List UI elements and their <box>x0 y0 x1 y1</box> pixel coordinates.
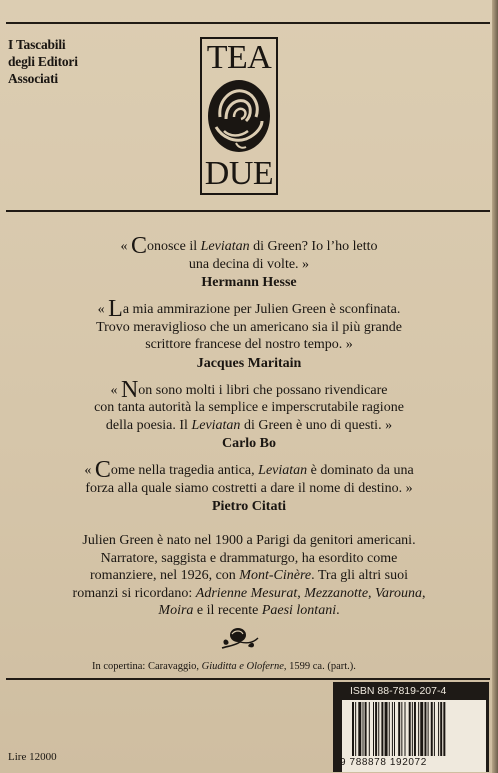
bottom-rule <box>6 678 490 680</box>
logo-bottom-text: DUE <box>204 155 274 192</box>
quote-maritain <box>20 296 478 372</box>
quote-author: Pietro Citati <box>212 499 286 514</box>
publisher-line: I Tascabili <box>8 37 66 52</box>
quote-author: Hermann Hesse <box>201 275 297 290</box>
bio-title: Paesi lontani <box>261 603 337 618</box>
quote-text: ome nella tragedia antica, <box>110 463 259 478</box>
quote-text: scrittore francese del nostro tempo. » <box>145 337 353 352</box>
bio-text: , <box>368 585 376 601</box>
bio-title: Mont-Cinère <box>239 568 312 583</box>
quote-text: della poesia. Il <box>105 417 192 433</box>
bio-title: Adrienne Mesurat <box>195 585 298 601</box>
quote-text: di Green? Io l’ho letto <box>249 239 378 254</box>
bio-title: Moira <box>158 603 194 618</box>
quote-title: Leviatan <box>200 239 250 254</box>
quote-text: di Green è uno di questi. » <box>240 417 393 433</box>
quote-citati <box>20 457 478 515</box>
quote-title: Leviatan <box>191 417 241 433</box>
publisher-imprint <box>8 36 78 87</box>
quote-text: forza alla quale siamo costretti a dare il nome di destino. » <box>85 480 413 496</box>
bio-text: , <box>297 585 305 601</box>
cover-edge <box>492 0 498 773</box>
bio-text: . Tra gli altri suoi <box>311 568 408 583</box>
quote-author: Carlo Bo <box>221 436 277 451</box>
tea-due-logo <box>200 37 278 195</box>
quote-text: on sono molti i libri che possano rivendicare <box>138 382 388 398</box>
quote-mark: « <box>120 239 131 254</box>
quote-mark: « <box>97 302 109 317</box>
quote-text: a mia ammirazione per Julien Green è sconfinata. <box>122 302 401 317</box>
quote-title: Leviatan <box>258 463 308 478</box>
drop-cap: C <box>94 457 111 483</box>
author-bio <box>20 532 478 620</box>
quote-bo <box>20 376 478 453</box>
quote-text: è dominato da una <box>307 463 414 478</box>
quote-text: una decina di volte. » <box>188 256 310 272</box>
publisher-line: Associati <box>8 71 58 86</box>
logo-top-text: TEA <box>206 39 272 76</box>
middle-rule <box>6 210 490 212</box>
review-quotes <box>20 233 478 515</box>
quote-author: Jacques Maritain <box>196 355 302 371</box>
cover-credit <box>92 660 356 673</box>
bio-text: , <box>421 585 426 601</box>
bio-line <box>20 567 478 585</box>
drop-cap: L <box>108 296 123 322</box>
quote-hesse <box>20 233 478 291</box>
bio-text: romanziere, nel 1926, con <box>90 568 240 583</box>
quote-mark: « <box>110 382 121 398</box>
barcode-icon <box>352 702 480 756</box>
publisher-line: degli Editori <box>8 54 78 69</box>
price-label: Lire 12000 <box>8 751 57 763</box>
quote-text: Trovo meraviglioso che un americano sia il più grande <box>96 319 402 335</box>
bio-title: Varouna <box>375 585 422 601</box>
bio-text: romanzi si ricordano: <box>72 585 196 601</box>
credit-text: In copertina: Caravaggio, <box>92 661 202 672</box>
bio-title: Mezzanotte <box>304 585 369 601</box>
bio-line: Julien Green è nato nel 1900 a Parigi da genitori americani. <box>82 533 416 548</box>
quote-mark: « <box>84 463 95 478</box>
rose-icon <box>206 77 272 155</box>
credit-text: , 1599 ca. (part.). <box>283 661 356 672</box>
bio-line <box>20 602 478 620</box>
drop-cap: C <box>130 233 147 259</box>
quote-text: con tanta autorità la semplice e imperscrutabile ragione <box>94 400 404 415</box>
quote-text: onosce il <box>146 239 201 254</box>
bio-line <box>20 585 478 603</box>
credit-title: Giuditta e Oloferne <box>201 661 284 672</box>
bio-line: Narratore, saggista e drammaturgo, ha esordito come <box>100 550 398 566</box>
drop-cap: N <box>120 376 139 403</box>
bio-text: . <box>336 603 340 618</box>
top-rule <box>6 22 490 24</box>
isbn-number: ISBN 88-7819-207-4 <box>350 685 447 697</box>
bio-text: e il recente <box>193 603 262 618</box>
flower-ornament-icon <box>218 624 260 654</box>
ean-number: 9 788878 192072 <box>340 757 427 768</box>
